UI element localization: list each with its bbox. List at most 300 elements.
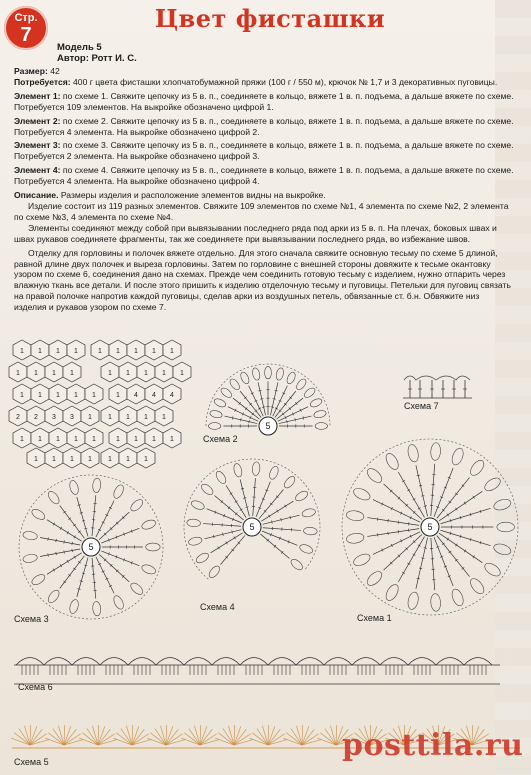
scheme-5-fan — [181, 738, 200, 745]
chain-loop — [384, 451, 401, 471]
chain-loop — [233, 463, 244, 478]
scheme-5-fan — [11, 738, 30, 745]
stitch-spoke — [439, 533, 482, 562]
scheme-6-arc — [128, 658, 156, 666]
stitch-tick — [249, 420, 250, 423]
layout-cell-number: 1 — [70, 370, 74, 377]
scheme-5-fan — [262, 726, 268, 745]
stitch-tick — [56, 552, 57, 555]
needs-value: 400 г цвета фисташки хлопчатобумажной пряжи (100 г / 550 м), крючок № 1,7 и 3 декоративных пуговицы. — [73, 76, 498, 87]
scheme-5-fan — [166, 739, 185, 745]
chain-loop — [294, 489, 309, 503]
chain-loop — [129, 581, 145, 597]
stitch-tick — [245, 507, 248, 508]
layout-cell-number: 1 — [162, 414, 166, 421]
chain-loop — [430, 593, 441, 611]
element-label: Элемент 4: — [14, 165, 61, 176]
chain-loop — [112, 483, 126, 499]
scheme-5-fan — [64, 726, 71, 745]
chain-loop — [187, 519, 201, 527]
layout-cell-number: 1 — [20, 436, 24, 443]
chain-loop — [285, 371, 297, 385]
chain-loop — [22, 553, 38, 563]
scheme-5-fan — [132, 726, 139, 745]
stitch-tick — [72, 549, 73, 552]
scheme-5-fan — [147, 738, 166, 745]
chain-loop — [208, 423, 220, 430]
scheme-6-arc — [212, 658, 240, 666]
scheme-3-caption: Схема 3 — [14, 614, 49, 624]
chain-loop — [450, 447, 465, 467]
scheme-7-arcs — [404, 376, 470, 380]
scheme-5-caption: Схема 5 — [14, 757, 49, 767]
stitch-tick — [241, 418, 242, 421]
chain-loop — [313, 409, 327, 418]
layout-cell-number: 1 — [20, 392, 24, 399]
layout-cell-number: 1 — [152, 436, 156, 443]
layout-cell-number: 1 — [56, 392, 60, 399]
stitch-spoke — [101, 528, 139, 543]
stitch-spoke — [101, 551, 139, 566]
layout-cell-number: 1 — [88, 414, 92, 421]
layout-cell-number: 1 — [180, 370, 184, 377]
layout-cell-number: 3 — [52, 414, 56, 421]
scheme-2-diagram — [206, 364, 330, 435]
scheme-5-fan — [249, 738, 268, 745]
layout-cell-number: 4 — [152, 392, 156, 399]
stitch-tick — [64, 550, 65, 553]
scheme-5-fan — [166, 729, 178, 745]
layout-cell-number: 1 — [144, 414, 148, 421]
scheme-6-arc — [44, 658, 72, 666]
stitch-tick — [80, 512, 83, 513]
layout-cell-number: 1 — [108, 370, 112, 377]
chain-loop — [141, 563, 157, 576]
chain-loop — [299, 543, 314, 555]
stitch-tick — [419, 485, 422, 486]
layout-cell-number: 1 — [16, 370, 20, 377]
stitch-tick — [421, 558, 424, 559]
chain-loop — [209, 409, 223, 418]
layout-cell-number: 1 — [88, 456, 92, 463]
scheme-2-caption: Схема 2 — [203, 434, 238, 444]
layout-cell-number: 1 — [98, 348, 102, 355]
layout-cell-number: 1 — [92, 436, 96, 443]
chain-loop — [213, 397, 227, 409]
stitch-spoke — [47, 520, 82, 541]
chain-loop — [384, 582, 401, 602]
description-intro-text: Размеры изделия и расположение элементов видны на выкройке. — [60, 190, 326, 201]
model-label: Модель 5 — [57, 42, 102, 53]
stitch-tick — [464, 502, 466, 505]
scheme-5-fan — [64, 734, 81, 745]
chain-loop — [352, 486, 372, 502]
stitch-spoke — [367, 518, 419, 526]
layout-cell-number: 1 — [92, 392, 96, 399]
scheme-5-fan — [58, 726, 64, 745]
scheme-5-fan — [283, 738, 302, 745]
chain-loop — [282, 475, 296, 490]
chain-loop — [219, 386, 233, 399]
scheme-5-fan — [189, 728, 200, 745]
scheme-5-fan — [64, 739, 83, 745]
scheme-5-fan — [268, 729, 280, 745]
scheme-5-fan — [286, 733, 302, 745]
chain-loop — [295, 377, 308, 391]
scheme-6-arc — [184, 658, 212, 666]
layout-cell-number: 1 — [56, 348, 60, 355]
scheme-5-fan — [228, 726, 234, 745]
chain-loop — [214, 470, 228, 485]
layout-cell-number: 1 — [20, 348, 24, 355]
scheme-5-fan — [302, 729, 314, 745]
stitch-tick — [424, 506, 427, 507]
element-label: Элемент 3: — [14, 140, 61, 151]
scheme-5-fan — [132, 734, 149, 745]
chain-loop — [68, 599, 80, 615]
layout-cell-number: 1 — [56, 436, 60, 443]
layout-cell-number: 1 — [34, 370, 38, 377]
layout-cell-number: 1 — [108, 414, 112, 421]
element-label: Элемент 2: — [14, 115, 61, 126]
stitch-spoke — [441, 530, 491, 545]
scheme-5-fan — [132, 725, 133, 745]
scheme-5-fan — [24, 726, 30, 745]
author-label: Автор: Ротт И. С. — [57, 53, 137, 64]
scheme-6-arc — [436, 658, 464, 666]
scheme-5-fan — [160, 726, 166, 745]
stitch-tick — [56, 539, 57, 542]
chain-loop — [228, 377, 241, 391]
stitch-spoke — [40, 537, 80, 545]
layout-cell-number: 2 — [34, 414, 38, 421]
scheme-6-arc — [464, 658, 492, 666]
chain-loop — [251, 367, 260, 381]
size-label: Размер: — [14, 66, 48, 76]
chain-loop — [468, 576, 487, 596]
stitch-spoke — [40, 549, 80, 557]
scheme-5-fan — [194, 726, 200, 745]
layout-cell-number: 4 — [134, 392, 138, 399]
scheme-5-fan — [200, 726, 207, 745]
layout-cell-number: 1 — [74, 392, 78, 399]
scheme-5-fan — [234, 725, 235, 745]
scheme-5-fan — [234, 729, 246, 745]
chain-loop — [365, 569, 384, 588]
stitch-tick — [287, 420, 288, 423]
scheme-5-fan — [302, 739, 321, 745]
layout-cell-number: 1 — [152, 348, 156, 355]
stitch-tick — [243, 498, 246, 499]
chain-loop — [129, 498, 145, 514]
center-ring-number: 5 — [249, 522, 255, 532]
scheme-5-fan — [113, 738, 132, 745]
stitch-tick — [48, 553, 49, 556]
layout-cell-number: 1 — [126, 456, 130, 463]
layout-cell-number: 1 — [38, 392, 42, 399]
size-value: 42 — [50, 66, 60, 76]
scheme-5-fan — [79, 738, 98, 745]
stitch-spoke — [96, 557, 114, 594]
stitch-tick — [447, 514, 449, 517]
scheme-5-fan — [98, 729, 110, 745]
chain-loop — [365, 466, 384, 485]
stitch-tick — [295, 418, 296, 421]
chain-loop — [252, 462, 260, 476]
layout-cell-number: 1 — [116, 348, 120, 355]
description-paragraph-1: Изделие состоит из 119 разных элементов. Свяжите 109 элементов по схеме №1, 4 элемента по схеме №2, 2 элемента по схеме №3, 4 элемента по схеме №4. — [14, 200, 509, 222]
chain-loop — [492, 542, 512, 556]
chain-loop — [468, 458, 487, 478]
chain-loop — [406, 591, 419, 610]
chain-loop — [195, 551, 210, 565]
layout-cell-number: 1 — [170, 348, 174, 355]
layout-cell-number: 1 — [116, 436, 120, 443]
layout-cell-number: 1 — [52, 370, 56, 377]
scheme-6-arc — [72, 658, 100, 666]
element-text: по схеме 3. Свяжите цепочку из 5 в. п., соединяете в кольцо, вяжете 1 в. п. подъема, а дальше вяжете по схеме. Потребуется 2 элемента. На выкройке обозначено цифрой 3. — [14, 140, 514, 162]
layout-cell-number: 1 — [144, 456, 148, 463]
scheme-5-fan — [218, 733, 234, 745]
chain-loop — [190, 499, 205, 511]
layout-cell-number: 1 — [74, 348, 78, 355]
chain-loop — [497, 522, 515, 532]
stitch-spoke — [416, 538, 428, 589]
stitch-tick — [84, 528, 87, 529]
layout-cell-number: 1 — [34, 456, 38, 463]
chain-loop — [265, 366, 272, 378]
scheme-5-fan — [30, 726, 37, 745]
stitch-tick — [464, 550, 466, 553]
chain-loop — [30, 507, 46, 521]
scheme-5-fan — [30, 725, 31, 745]
stitch-tick — [232, 416, 233, 419]
chain-loop — [303, 386, 317, 399]
scheme-5-fan — [200, 734, 217, 745]
stitch-tick — [84, 565, 87, 566]
chain-loop — [188, 536, 203, 547]
stitch-tick — [455, 544, 457, 547]
chain-loop — [146, 543, 160, 551]
chain-loop — [492, 497, 512, 511]
element-text: по схеме 1. Свяжите цепочку из 5 в. п., соединяете в кольцо, вяжете 1 в. п. подъема, а дальше вяжете по схеме. Потребуется 109 элементов. На выкройке обозначено цифрой 1. — [14, 90, 514, 112]
scheme-5-fan — [87, 728, 98, 745]
scheme-5-fan — [82, 733, 98, 745]
scheme-3-diagram — [19, 475, 163, 619]
scheme-4-caption: Схема 4 — [200, 602, 235, 612]
stitch-tick — [417, 578, 420, 579]
chain-loop — [406, 444, 419, 463]
scheme-5-fan — [325, 728, 336, 745]
center-ring-number: 5 — [88, 542, 94, 552]
stitch-tick — [271, 407, 274, 408]
element-text: по схеме 2. Свяжите цепочку из 5 в. п., соединяете в кольцо, вяжете 1 в. п. подъема, а дальше вяжете по схеме. Потребуется 4 элемента. На выкройке обозначено цифрой 2. — [14, 115, 514, 137]
layout-cell-number: 1 — [162, 370, 166, 377]
stitch-tick — [213, 535, 214, 538]
scheme-5-fan — [45, 738, 64, 745]
scheme-1-caption: Схема 1 — [357, 613, 392, 623]
stitch-tick — [78, 589, 81, 590]
chain-loop — [200, 482, 215, 496]
stitch-tick — [473, 555, 475, 558]
scheme-5-fan — [166, 725, 167, 745]
scheme-5-fan — [166, 726, 173, 745]
scheme-5-fan — [200, 725, 201, 745]
layout-cell-number: 1 — [170, 436, 174, 443]
page-badge-number: 7 — [20, 24, 32, 46]
scheme-5-fan — [302, 726, 309, 745]
stitch-spoke — [367, 529, 419, 537]
stitch-tick — [290, 516, 291, 519]
stitch-spoke — [431, 538, 435, 590]
scheme-5-fan — [98, 726, 105, 745]
scheme-6-arc — [268, 658, 296, 666]
scheme-5-fan — [126, 726, 132, 745]
stitch-tick — [271, 520, 272, 523]
chain-loop — [46, 489, 61, 505]
stitch-tick — [421, 496, 424, 497]
scheme-5-fan — [336, 725, 337, 745]
scheme-5-fan — [30, 729, 42, 745]
stitch-spoke — [47, 553, 82, 574]
chain-loop — [450, 587, 465, 607]
scheme-5-fan — [215, 738, 234, 745]
assembly-layout-diagram — [9, 340, 191, 468]
chain-loop — [289, 557, 304, 571]
chain-loop — [275, 367, 284, 381]
chain-loop — [92, 478, 101, 493]
scheme-5-fan — [132, 729, 144, 745]
layout-cell-number: 1 — [116, 392, 120, 399]
stitch-tick — [232, 530, 233, 533]
stitch-spoke — [441, 508, 491, 523]
scheme-5-fan — [223, 728, 234, 745]
stitch-tick — [424, 548, 427, 549]
chain-loop — [112, 594, 126, 610]
stitch-tick — [241, 488, 244, 489]
scheme-5-fan — [116, 733, 132, 745]
scheme-5-fan — [92, 726, 98, 745]
stitch-spoke — [416, 465, 428, 516]
scheme-5-fan — [150, 733, 166, 745]
scheme-6-arc — [240, 658, 268, 666]
stitch-tick — [417, 475, 420, 476]
stitch-tick — [78, 505, 81, 506]
scheme-6-caption: Схема 6 — [18, 682, 53, 692]
scheme-5-fan — [234, 734, 251, 745]
watermark-text: posttila.ru — [342, 728, 524, 763]
scheme-5-fan — [268, 726, 275, 745]
layout-cell-number: 1 — [38, 348, 42, 355]
scheme-6-arc — [380, 658, 408, 666]
stitch-tick — [473, 496, 475, 499]
description-paragraph-2: Элементы соединяют между собой при вывязывании последнего ряда под арки из 5 в. п. На плечах, боковых швах и швах рукавов соединяете фрагменты, так же соединяете при вывязывании последнего ряда, во избежание швов. — [14, 222, 497, 244]
scheme-5-fan — [64, 725, 65, 745]
scheme-5-fan — [19, 728, 30, 745]
layout-cell-number: 1 — [74, 436, 78, 443]
stitch-tick — [80, 581, 83, 582]
chain-loop — [309, 397, 323, 409]
stitch-tick — [273, 399, 276, 400]
scheme-6-arc — [100, 658, 128, 666]
scheme-5-fan — [166, 734, 183, 745]
stitch-tick — [262, 407, 265, 408]
stitch-tick — [72, 542, 73, 545]
stitch-spoke — [431, 464, 435, 516]
scheme-6-arc — [324, 658, 352, 666]
layout-cell-number: 1 — [126, 414, 130, 421]
scheme-5-fan — [234, 739, 253, 745]
chain-loop — [301, 508, 316, 519]
chain-loop — [303, 527, 317, 535]
scheme-6-arc — [408, 658, 436, 666]
chain-loop — [141, 518, 157, 531]
scheme-6-arc — [16, 658, 44, 666]
scheme-6-diagram — [14, 658, 500, 685]
chain-loop — [352, 552, 372, 568]
stitch-spoke — [439, 491, 482, 520]
scheme-5-fan — [268, 734, 285, 745]
scheme-5-fan — [302, 734, 319, 745]
stitch-tick — [260, 399, 263, 400]
chain-loop — [239, 371, 251, 385]
element-label: Элемент 1: — [14, 90, 61, 101]
layout-cell-number: 1 — [126, 370, 130, 377]
scheme-5-fan — [14, 733, 30, 745]
chain-loop — [346, 510, 365, 522]
element-text: по схеме 4. Свяжите цепочку из 5 в. п., соединяете в кольцо, вяжете 1 в. п. подъема, а дальше вяжете по схеме. Потребуется 4 элемента. На выкройке обозначено цифрой 4. — [14, 165, 514, 187]
scheme-5-fan — [296, 726, 302, 745]
chain-loop — [430, 442, 441, 460]
scheme-7-caption: Схема 7 — [404, 401, 439, 411]
scheme-6-arc — [352, 658, 380, 666]
stitch-spoke — [398, 537, 424, 582]
stitch-tick — [419, 568, 422, 569]
scheme-5-fan — [121, 728, 132, 745]
layout-cell-number: 1 — [134, 348, 138, 355]
scheme-5-fan — [64, 729, 76, 745]
scheme-5-fan — [200, 739, 219, 745]
scheme-5-fan — [234, 726, 241, 745]
chain-loop — [315, 423, 327, 430]
scheme-5-fan — [330, 726, 336, 745]
chain-loop — [92, 601, 101, 616]
chain-loop — [30, 572, 46, 586]
description-paragraph-3: Отделку для горловины и полочек вяжете отдельно. Для этого сначала свяжите основную тесьму по схеме 5 длиной, равной длине двух полочек и выреза горловины. Затем по горловине с внешней стороны довяжите к тесьме окантовку узором по схеме 6, соединения дано на схемах. Прежде чем соединить готовую тесьму с изделием, нужно отпарить через влажную ткань все детали. И после этого пришить к изделию отделочную тесьму и пуговицы. Петельки для пуговиц связать на правой полочке напротив каждой пуговицы, сделав арки из воздушных петель, обвязанные ст. б.н. Обвяжите низ изделия и рукавов узором по схеме 7. — [14, 247, 511, 313]
scheme-5-fan — [132, 739, 151, 745]
stitch-tick — [64, 540, 65, 543]
description-label: Описание. — [14, 190, 59, 201]
scheme-5-fan — [317, 738, 336, 745]
scheme-5-fan — [53, 728, 64, 745]
chain-loop — [346, 532, 365, 544]
scheme-5-fan — [257, 728, 268, 745]
layout-cell-number: 4 — [170, 392, 174, 399]
scheme-5-fan — [268, 739, 287, 745]
scheme-6-arc — [296, 658, 324, 666]
scheme-5-fan — [98, 739, 117, 745]
scheme-5-fan — [98, 734, 115, 745]
scheme-5-fan — [48, 733, 64, 745]
page-title: Цвет фисташки — [154, 4, 386, 33]
scheme-5-fan — [98, 725, 99, 745]
layout-cell-number: 1 — [70, 456, 74, 463]
stitch-tick — [455, 508, 457, 511]
stitch-tick — [281, 518, 282, 521]
scheme-5-fan — [268, 725, 269, 745]
stitch-spoke — [92, 495, 96, 536]
scheme-7-diagram — [403, 376, 472, 398]
